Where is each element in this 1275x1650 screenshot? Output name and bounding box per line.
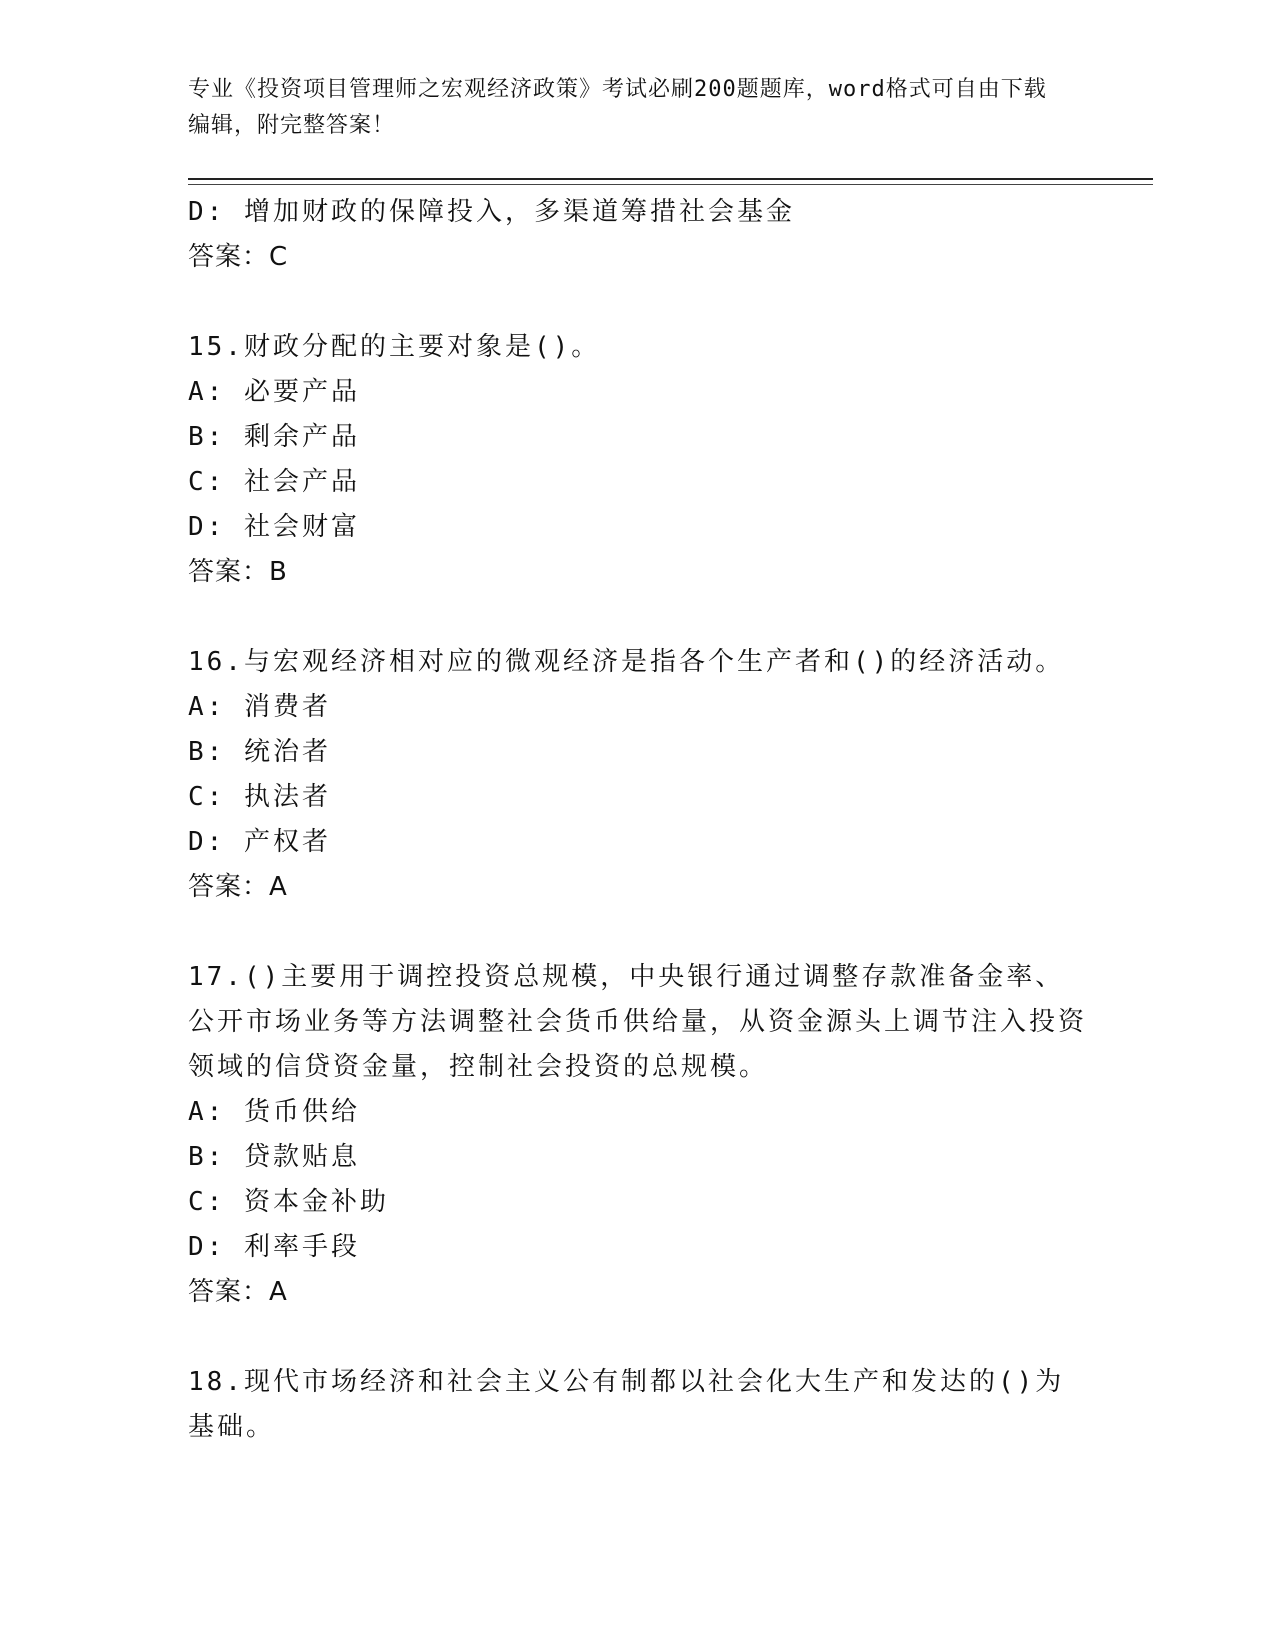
- question-15: [188, 325, 1088, 595]
- option-a: A: 必要产品: [188, 377, 360, 407]
- answer: 答案：B: [188, 557, 288, 587]
- question-text: 16.与宏观经济相对应的微观经济是指各个生产者和()的经济活动。: [188, 647, 1065, 677]
- question-text: 18.现代市场经济和社会主义公有制都以社会化大生产和发达的()为基础。: [188, 1367, 1065, 1442]
- answer: 答案：A: [188, 872, 288, 902]
- option-a: A: 货币供给: [188, 1097, 360, 1127]
- question-17: [188, 955, 1088, 1315]
- option-a: A: 消费者: [188, 692, 331, 722]
- option-b: B: 贷款贴息: [188, 1142, 360, 1172]
- question-16: [188, 640, 1088, 910]
- option-b: B: 剩余产品: [188, 422, 360, 452]
- option-d: D: 产权者: [188, 827, 331, 857]
- question-18: [188, 1360, 1088, 1450]
- option-c: C: 社会产品: [188, 467, 360, 497]
- header-divider-thick: [188, 178, 1153, 180]
- option-b: B: 统治者: [188, 737, 331, 767]
- question-text: 15.财政分配的主要对象是()。: [188, 332, 601, 362]
- question-content: [188, 190, 1088, 1450]
- question-text: 17.()主要用于调控投资总规模，中央银行通过调整存款准备金率、公开市场业务等方法调整社会货币供给量，从资金源头上调节注入投资领域的信贷资金量，控制社会投资的总规模。: [188, 962, 1088, 1082]
- option-d: D: 利率手段: [188, 1232, 360, 1262]
- carryover-option-d: D: 增加财政的保障投入，多渠道筹措社会基金: [188, 197, 795, 227]
- answer: 答案：A: [188, 1277, 288, 1307]
- option-d: D: 社会财富: [188, 512, 360, 542]
- option-c: C: 资本金补助: [188, 1187, 389, 1217]
- carryover-answer: 答案：C: [188, 242, 289, 272]
- option-c: C: 执法者: [188, 782, 331, 812]
- document-header: 专业《投资项目管理师之宏观经济政策》考试必刷200题题库，word格式可自由下载编辑，附完整答案！: [188, 77, 1047, 138]
- header-divider-thin: [188, 184, 1153, 185]
